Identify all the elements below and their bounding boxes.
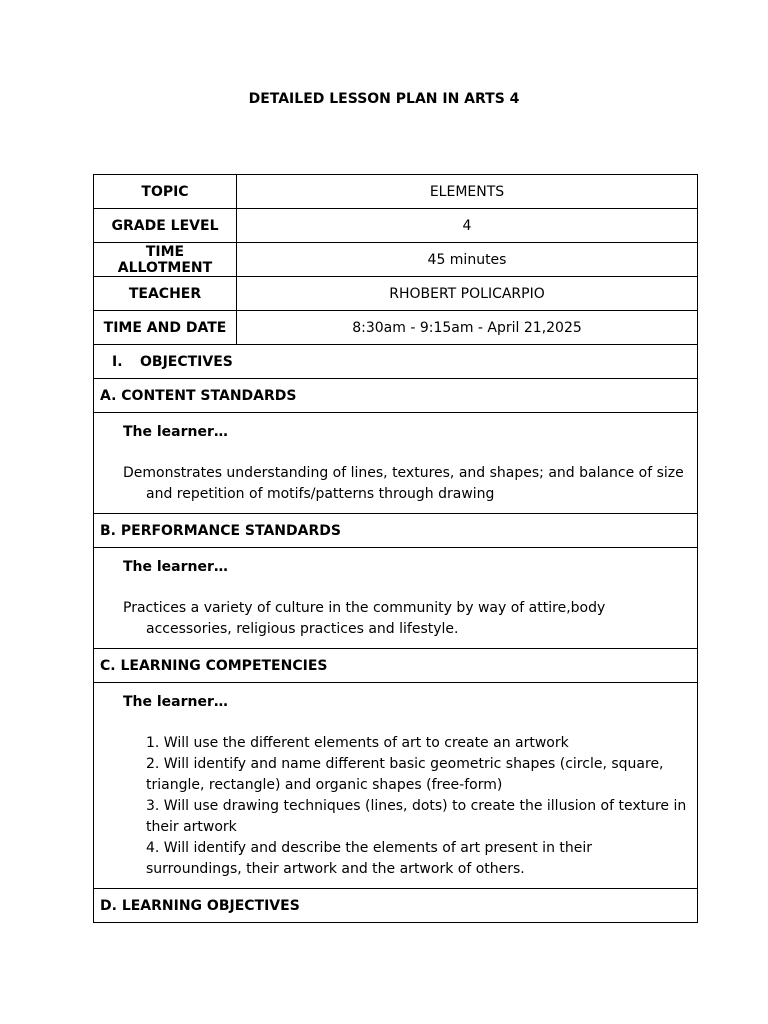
info-row-time-and-date [94, 311, 698, 345]
info-label: TOPIC [94, 175, 237, 209]
learning-competencies-body-row [94, 683, 698, 889]
info-value: ELEMENTS [237, 175, 698, 209]
info-row-teacher [94, 277, 698, 311]
performance-standards-lead: The learner… [123, 559, 228, 575]
info-row-topic [94, 175, 698, 209]
info-value: 8:30am - 9:15am - April 21,2025 [237, 311, 698, 345]
competency-item: 4. Will identify and describe the elements of art present in their surroundings, their artwork and the artwork of others. [146, 840, 593, 877]
info-row-grade-level [94, 209, 698, 243]
performance-standards-body [94, 548, 698, 649]
content-standards-body [94, 413, 698, 514]
info-label: TEACHER [94, 277, 237, 311]
content-standards-heading-row [94, 379, 698, 413]
objectives-label: OBJECTIVES [140, 353, 233, 370]
content-standards-heading: A. CONTENT STANDARDS [94, 379, 698, 413]
performance-standards-heading-row [94, 514, 698, 548]
learning-objectives-heading-row [94, 889, 698, 923]
learning-objectives-heading: D. LEARNING OBJECTIVES [94, 889, 698, 923]
info-label: TIME AND DATE [94, 311, 237, 345]
info-value: 4 [237, 209, 698, 243]
document-title: DETAILED LESSON PLAN IN ARTS 4 [248, 91, 520, 107]
competency-item: 2. Will identify and name different basic geometric shapes (circle, square, triangle, rectangle) and organic shapes (free-form) [146, 756, 664, 793]
content-standards-body-row [94, 413, 698, 514]
content-standards-lead: The learner… [123, 424, 228, 440]
learning-competencies-heading-row [94, 649, 698, 683]
performance-standards-body-row [94, 548, 698, 649]
info-row-time-allotment [94, 243, 698, 277]
learning-competencies-body [94, 683, 698, 889]
info-value: RHOBERT POLICARPIO [237, 277, 698, 311]
info-value: 45 minutes [237, 243, 698, 277]
lesson-plan-table [93, 174, 698, 923]
performance-standards-text: Practices a variety of culture in the community by way of attire,body accessories, religious practices and lifestyle. [123, 600, 606, 637]
objectives-row [94, 345, 698, 379]
objectives-number: I. [112, 353, 123, 370]
competency-item: 1. Will use the different elements of art to create an artwork [146, 735, 569, 751]
objectives-heading [94, 345, 698, 379]
info-label: GRADE LEVEL [94, 209, 237, 243]
performance-standards-heading: B. PERFORMANCE STANDARDS [94, 514, 698, 548]
competency-item: 3. Will use drawing techniques (lines, dots) to create the illusion of texture in their artwork [146, 798, 687, 835]
info-label: TIME ALLOTMENT [94, 243, 237, 277]
competency-list [123, 733, 691, 880]
learning-competencies-heading: C. LEARNING COMPETENCIES [94, 649, 698, 683]
learning-competencies-lead: The learner… [123, 694, 228, 710]
content-standards-text: Demonstrates understanding of lines, textures, and shapes; and balance of size and repetition of motifs/patterns through drawing [123, 465, 684, 502]
